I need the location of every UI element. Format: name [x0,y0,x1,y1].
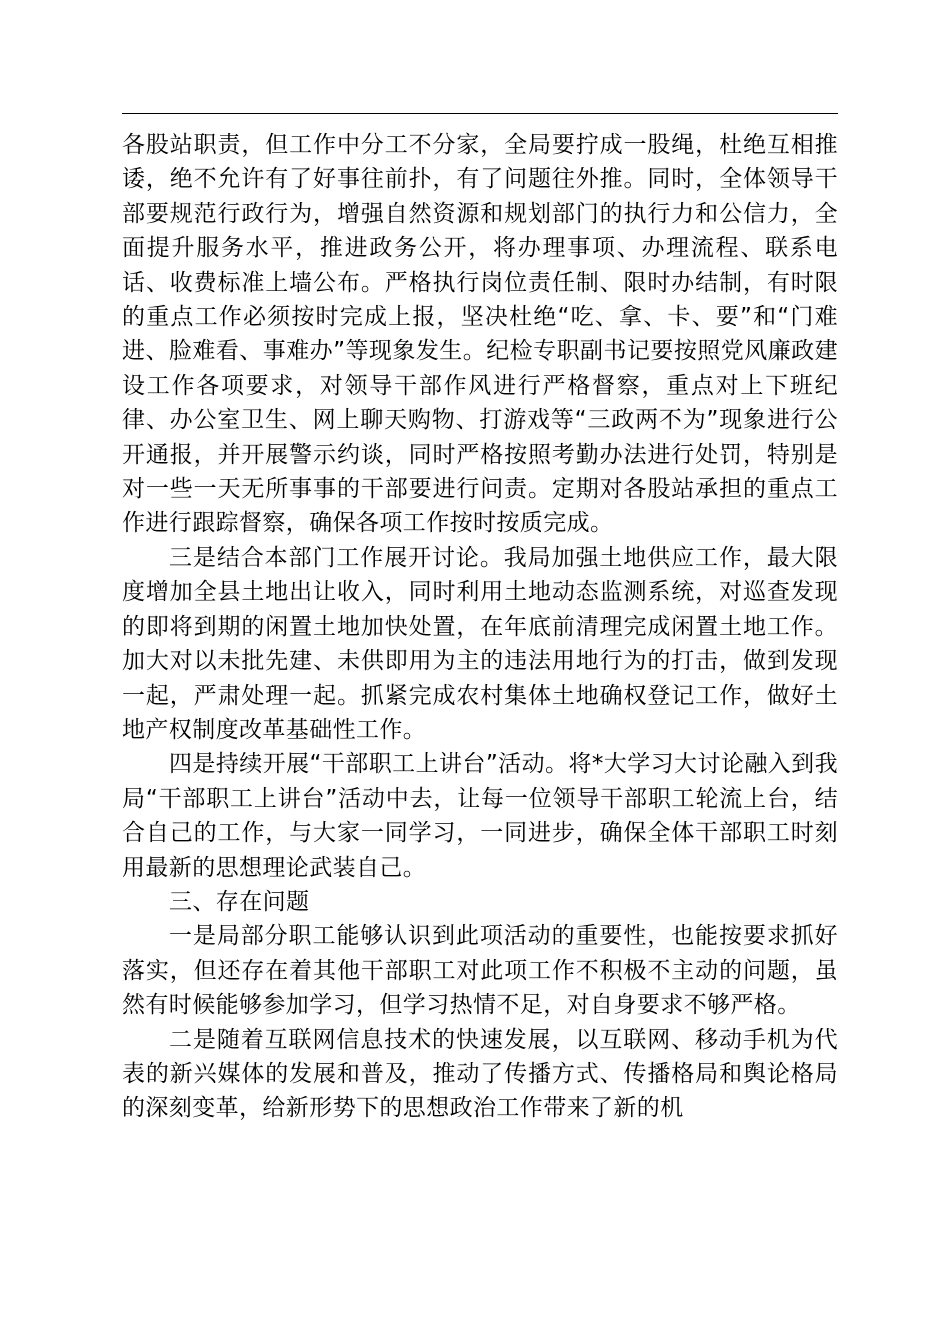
section-heading-problems: 三、存在问题 [169,888,310,915]
paragraph-point-three: 三是结合本部门工作展开讨论。我局加强土地供应工作，最大限度增加全县土地出让收入，同时利用土地动态监测系统，对巡查发现的即将到期的闲置土地加快处置，在年底前清理完成闲置土地工作。加大对以未批先建、未供即用为主的违法用地行为的打击，做到发现一起，严肃处理一起。抓紧完成农村集体土地确权登记工作，做好土地产权制度改革基础性工作。 [122,544,838,743]
document-body [122,128,838,1126]
header-rule [122,113,838,114]
paragraph-continuation: 各股站职责，但工作中分工不分家，全局要拧成一股绳，杜绝互相推诿，绝不允许有了好事往前扑，有了问题往外推。同时，全体领导干部要规范行政行为，增强自然资源和规划部门的执行力和公信力，全面提升服务水平，推进政务公开，将办理事项、办理流程、联系电话、收费标准上墙公布。严格执行岗位责任制、限时办结制，有时限的重点工作必须按时完成上报，坚决杜绝“吃、拿、卡、要”和“门难进、脸难看、事难办”等现象发生。纪检专职副书记要按照党风廉政建设工作各项要求，对领导干部作风进行严格督察，重点对上下班纪律、办公室卫生、网上聊天购物、打游戏等“三政两不为”现象进行公开通报，并开展警示约谈，同时严格按照考勤办法进行处罚，特别是对一些一天无所事事的干部要进行问责。定期对各股站承担的重点工作进行跟踪督察，确保各项工作按时按质完成。 [122,132,838,537]
paragraph-problem-one: 一是局部分职工能够认识到此项活动的重要性，也能按要求抓好落实，但还存在着其他干部职工对此项工作不积极不主动的问题，虽然有时候能够参加学习，但学习热情不足，对自身要求不够严格。 [122,923,838,1019]
paragraph-point-four: 四是持续开展“干部职工上讲台”活动。将*大学习大讨论融入到我局“干部职工上讲台”活动中去，让每一位领导干部职工轮流上台，结合自己的工作，与大家一同学习，一同进步，确保全体干部职工时刻用最新的思想理论武装自己。 [122,751,838,881]
paragraph-problem-two: 二是随着互联网信息技术的快速发展，以互联网、移动手机为代表的新兴媒体的发展和普及，推动了传播方式、传播格局和舆论格局的深刻变革，给新形势下的思想政治工作带来了新的机 [122,1026,838,1122]
